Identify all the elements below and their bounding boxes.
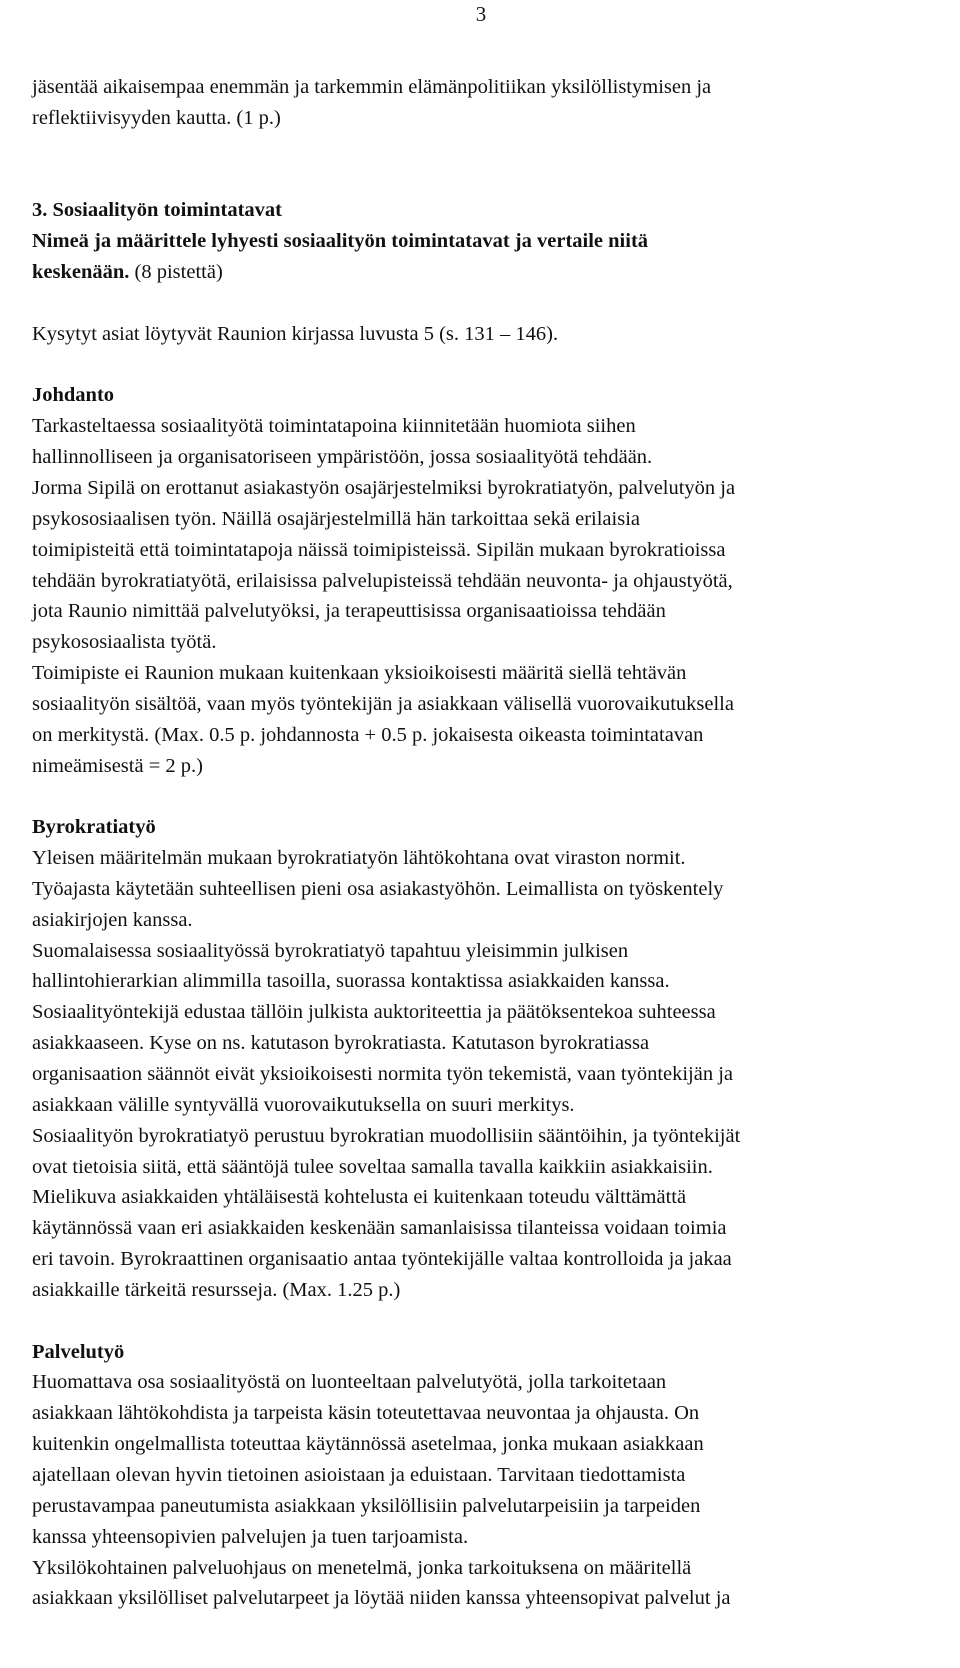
text-line: reflektiivisyyden kautta. (1 p.): [32, 106, 281, 129]
text-line: asiakkaaseen. Kyse on ns. katutason byrokratiasta. Katutason byrokratiassa: [32, 1032, 650, 1055]
text-line: tehdään byrokratiatyötä, erilaisissa palvelupisteissä tehdään neuvonta- ja ohjaustyötä,: [32, 569, 733, 592]
text-line: jäsentää aikaisempaa enemmän ja tarkemmin elämänpolitiikan yksilöllistymisen ja: [32, 76, 712, 98]
paragraph-gap: [32, 781, 952, 812]
text-line: Tarkasteltaessa sosiaalityötä toimintatapoina kiinnitetään huomiota siihen: [32, 415, 636, 438]
text-line: Työajasta käytetään suhteellisen pieni osa asiakastyöhön. Leimallista on työskentely: [32, 877, 724, 900]
text-line: asiakkaille tärkeitä resursseja. (Max. 1.25 p.): [32, 1278, 401, 1301]
text-line: asiakirjojen kanssa.: [32, 908, 193, 931]
page-number: 3: [475, 2, 487, 26]
text-line: asiakkaan yksilölliset palvelutarpeet ja löytää niiden kanssa yhteensopivat palvelut ja: [32, 1587, 731, 1610]
question-block: [32, 195, 952, 349]
question-prompt-bold: keskenään.: [32, 261, 130, 284]
text-line: Mielikuva asiakkaiden yhtäläisestä kohtelusta ei kuitenkaan toteudu välttämättä: [32, 1186, 687, 1209]
text-line: sosiaalityön sisältöä, vaan myös työntekijän ja asiakkaan välisellä vuorovaikutuksella: [32, 692, 734, 715]
paragraph-gap: [32, 165, 952, 196]
text-line: on merkitystä. (Max. 0.5 p. johdannosta + 0.5 p. jokaisesta oikeasta toimintatavan: [32, 723, 704, 746]
intro-paragraph: [32, 72, 952, 134]
section-byrokratiatyo: [32, 812, 952, 1306]
question-prompt: Nimeä ja määrittele lyhyesti sosiaalityön toimintatavat ja vertaile niitä: [32, 230, 649, 253]
text-line: hallinnolliseen ja organisatoriseen ympäristöön, jossa sosiaalityötä tehdään.: [32, 446, 653, 469]
document-body: [32, 72, 952, 1614]
text-line: psykososiaalista työtä.: [32, 631, 217, 654]
text-line: toimipisteitä että toimintatapoja näissä toimipisteissä. Sipilän mukaan byrokratioissa: [32, 538, 726, 561]
text-line: Yleisen määritelmän mukaan byrokratiatyön lähtökohtana ovat viraston normit.: [32, 847, 686, 870]
paragraph-gap: [32, 350, 952, 381]
text-line: ovat tietoisia siitä, että sääntöjä tulee soveltaa samalla tavalla kaikkiin asiakkaisiin.: [32, 1155, 713, 1178]
paragraph-gap: [32, 288, 952, 319]
text-line: kanssa yhteensopivien palvelujen ja tuen tarjoamista.: [32, 1525, 469, 1548]
text-line: organisaation säännöt eivät yksioikoisesti normita työn tekemistä, vaan työntekijän ja: [32, 1063, 734, 1085]
text-line: Toimipiste ei Raunion mukaan kuitenkaan yksioikoisesti määritä siellä tehtävän: [32, 662, 687, 685]
question-source: Kysytyt asiat löytyvät Raunion kirjassa luvusta 5 (s. 131 – 146).: [32, 322, 559, 345]
text-line: hallintohierarkian alimmilla tasoilla, suorassa kontaktissa asiakkaiden kanssa.: [32, 970, 670, 993]
text-line: asiakkaan välille syntyvällä vuorovaikutuksella on suuri merkitys.: [32, 1093, 575, 1116]
question-title: 3. Sosiaalityön toimintatavat: [32, 199, 282, 222]
text-line: kuitenkin ongelmallista toteuttaa käytännössä asetelmaa, jonka mukaan asiakkaan: [32, 1433, 704, 1456]
question-prompt-cont: [32, 257, 952, 288]
text-line: Sosiaalityön byrokratiatyö perustuu byrokratian muodollisiin sääntöihin, ja työntekijät: [32, 1124, 741, 1147]
text-line: Suomalaisessa sosiaalityössä byrokratiatyö tapahtuu yleisimmin julkisen: [32, 939, 629, 962]
text-line: jota Raunio nimittää palvelutyöksi, ja terapeuttisissa organisaatioissa tehdään: [32, 600, 666, 623]
text-line: Yksilökohtainen palveluohjaus on menetelmä, jonka tarkoituksena on määritellä: [32, 1556, 692, 1579]
section-heading: Johdanto: [32, 384, 115, 407]
text-line: psykososiaalisen työn. Näillä osajärjestelmillä hän tarkoittaa sekä erilaisia: [32, 507, 640, 530]
text-line: nimeämisestä = 2 p.): [32, 754, 203, 777]
question-points: (8 pistettä): [129, 261, 223, 284]
section-johdanto: [32, 380, 952, 781]
text-line: perustavampaa paneutumista asiakkaan yksilöllisiin palvelutarpeisiin ja tarpeiden: [32, 1494, 701, 1517]
section-heading: Byrokratiatyö: [32, 816, 156, 839]
text-line: ajatellaan olevan hyvin tietoinen asioistaan ja eduistaan. Tarvitaan tiedottamista: [32, 1463, 686, 1486]
section-palvelutyo: [32, 1337, 952, 1615]
text-line: Jorma Sipilä on erottanut asiakastyön osajärjestelmiksi byrokratiatyön, palvelutyön ja: [32, 476, 736, 499]
section-heading: Palvelutyö: [32, 1340, 125, 1363]
text-line: Sosiaalityöntekijä edustaa tällöin julkista auktoriteettia ja päätöksentekoa suhteessa: [32, 1001, 716, 1024]
text-line: eri tavoin. Byrokraattinen organisaatio antaa työntekijälle valtaa kontrolloida ja jakaa: [32, 1248, 732, 1271]
paragraph-gap: [32, 1306, 952, 1337]
text-line: käytännössä vaan eri asiakkaiden keskenään samanlaisissa tilanteissa voidaan toimia: [32, 1217, 727, 1240]
text-line: Huomattava osa sosiaalityöstä on luonteeltaan palvelutyötä, jolla tarkoitetaan: [32, 1371, 667, 1394]
paragraph-gap: [32, 134, 952, 165]
text-line: asiakkaan lähtökohdista ja tarpeista käsin toteutettavaa neuvontaa ja ohjausta. On: [32, 1402, 700, 1425]
